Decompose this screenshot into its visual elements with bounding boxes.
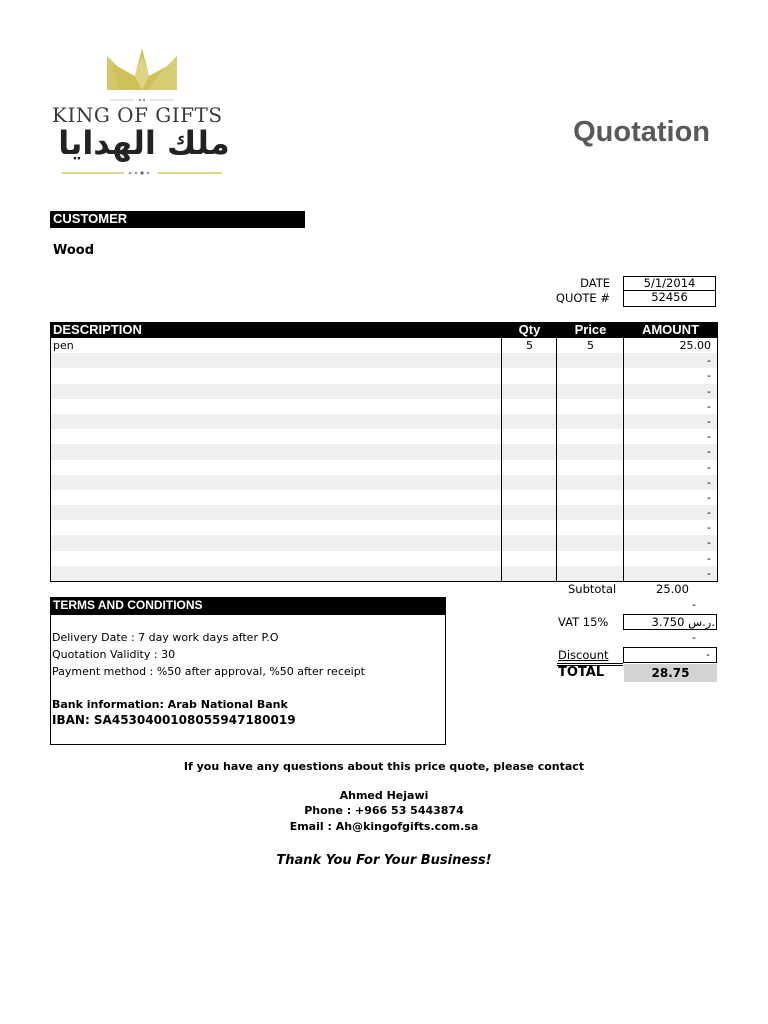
terms-bank: Bank information: Arab National Bank xyxy=(52,698,288,711)
logo-divider-bottom xyxy=(62,170,222,176)
cell-amount: - xyxy=(707,460,711,474)
table-row xyxy=(51,399,717,414)
table-row xyxy=(51,368,717,383)
table-row xyxy=(51,414,717,429)
total-label: TOTAL xyxy=(558,665,605,680)
customer-heading: CUSTOMER xyxy=(50,211,305,228)
terms-box xyxy=(50,597,446,745)
cell-amount: - xyxy=(707,369,711,383)
footer-contact-line: If you have any questions about this price quote, please contact xyxy=(183,760,585,773)
table-row xyxy=(51,505,717,520)
total-divider xyxy=(557,663,623,664)
subtotal-value: 25.00 xyxy=(656,582,689,596)
cell-amount: - xyxy=(707,551,711,565)
column-header-price: Price xyxy=(574,322,607,337)
table-row xyxy=(51,566,717,581)
cell-amount: - xyxy=(707,384,711,398)
table-row xyxy=(51,429,717,444)
terms-iban: IBAN: SA4530400108055947180019 xyxy=(52,713,296,727)
column-header-amount: AMOUNT xyxy=(641,322,700,337)
cell-amount: - xyxy=(707,536,711,550)
subtotal-label: Subtotal xyxy=(568,582,617,596)
table-row xyxy=(51,338,717,353)
items-table xyxy=(50,322,718,582)
column-header-description: DESCRIPTION xyxy=(53,322,142,337)
table-row xyxy=(51,353,717,368)
table-row xyxy=(51,490,717,505)
document-title: Quotation xyxy=(573,116,710,148)
discount-value: - xyxy=(623,647,717,663)
quote-number-value: 52456 xyxy=(623,291,716,307)
cell-amount: - xyxy=(707,490,711,504)
table-row xyxy=(51,475,717,490)
date-label: DATE xyxy=(580,276,610,290)
cell-amount: - xyxy=(707,354,711,368)
cell-amount: - xyxy=(707,566,711,580)
table-row xyxy=(51,444,717,459)
cell-amount: - xyxy=(707,506,711,520)
vat-value-text: 3.750 ر.س. xyxy=(651,615,715,629)
table-row xyxy=(51,551,717,566)
cell-amount: - xyxy=(707,521,711,535)
brand-name-arabic: ملك الهدايا xyxy=(58,124,230,162)
cell-price: 5 xyxy=(587,339,594,352)
customer-name: Wood xyxy=(53,243,95,258)
table-row xyxy=(51,460,717,475)
cell-qty: 5 xyxy=(526,339,533,352)
cell-amount: - xyxy=(707,445,711,459)
discount-label: Discount xyxy=(558,648,609,662)
footer-phone: Phone : +966 53 5443874 xyxy=(304,804,464,817)
column-divider xyxy=(556,338,557,581)
logo-divider-top xyxy=(110,98,174,102)
date-value: 5/1/2014 xyxy=(623,276,716,291)
column-divider xyxy=(623,338,624,581)
vat-label: VAT 15% xyxy=(558,615,609,629)
vat-extra: - xyxy=(692,631,696,644)
cell-amount: - xyxy=(707,399,711,413)
terms-heading: TERMS AND CONDITIONS xyxy=(50,597,446,615)
brand-name-english: KING OF GIFTS xyxy=(52,103,223,127)
table-row xyxy=(51,520,717,535)
vat-value xyxy=(623,614,717,630)
total-value: 28.75 xyxy=(624,664,717,682)
terms-payment: Payment method : %50 after approval, %50 after receipt xyxy=(52,665,365,678)
cell-amount: 25.00 xyxy=(679,339,711,352)
crown-icon xyxy=(105,46,179,94)
column-divider xyxy=(501,338,502,581)
subtotal-extra: - xyxy=(692,598,696,611)
terms-delivery: Delivery Date : 7 day work days after P.O xyxy=(52,631,279,644)
column-header-qty: Qty xyxy=(518,322,541,337)
footer-contact-name: Ahmed Hejawi xyxy=(339,789,429,802)
quote-number-label: QUOTE # xyxy=(555,291,610,305)
table-row xyxy=(51,384,717,399)
items-table-body xyxy=(51,338,717,581)
footer-email: Email : Ah@kingofgifts.com.sa xyxy=(289,820,479,833)
terms-validity: Quotation Validity : 30 xyxy=(52,648,176,661)
footer-thanks: Thank You For Your Business! xyxy=(276,853,492,868)
cell-amount: - xyxy=(707,475,711,489)
table-row xyxy=(51,535,717,550)
cell-amount: - xyxy=(707,430,711,444)
items-table-header xyxy=(51,323,717,338)
cell-description: pen xyxy=(53,339,74,352)
cell-amount: - xyxy=(707,414,711,428)
